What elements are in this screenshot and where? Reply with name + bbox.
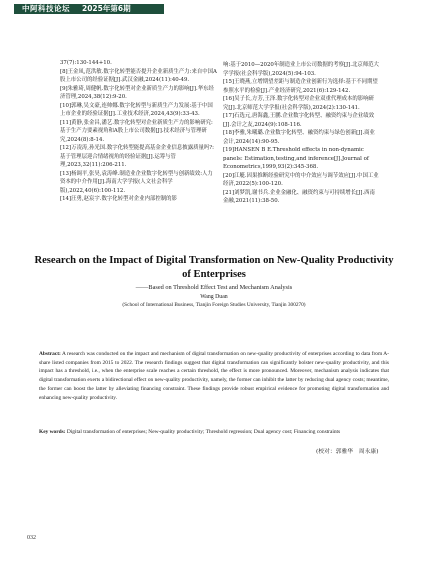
- keywords-text: Digital transformation of enterprises; New-quality productivity; Threshold regression; Dual agency cost; Financing constraints: [66, 429, 341, 435]
- reference-item: [21]刘梦凯,谢书兵.企业金融化、融资约束与可持续增长[J].西南金融,2021(11):38-50.: [223, 189, 375, 204]
- issue-number: 2025年第6期: [82, 4, 131, 13]
- reference-item: [13]杨调平,张昊,袁涛峰.制造业企业数字化转型与创新绩效:人力资本的中介作用[J].海南大学学报(人文社会科学版),2022,40(6):100-112.: [60, 170, 213, 194]
- author-name: Wang Duan: [200, 294, 228, 300]
- author-affiliation: (School of International Business, Tianjin Foreign Studies University, Tianjin 300270): [122, 302, 306, 308]
- reference-item: [18]李雅,朱曦璐.企业数字化转型、融资约束与绿色创新[J].商业会计,2024(14):90-95.: [223, 130, 375, 145]
- article-title: Research on the Impact of Digital Transformation on New-Quality Productivity of Enterprises: [34, 255, 394, 280]
- reference-item: [17]石选元,唐海鑫,王鹏.企业数字化转型、融资约束与企业绩效[J].会计之友,2024(9):108-116.: [223, 113, 374, 128]
- keywords-label: Key words:: [39, 429, 66, 435]
- reference-item: [16]吴子长,方芳,王泽.数字化转型对企业双重代理成本的影响研究[J].北京师范大学学报(社会科学版),2024(2):130-141.: [223, 96, 374, 111]
- reference-item: 响:基于2010—2020年制造业上市公司数据的考察[J].北京师范大学学报(社会科学版),2024(5):94-103.: [223, 62, 379, 77]
- reference-item: [12]万凌涛,孙光国.数字化转型能提高基金企业信息披露质量吗?:基于管理层迎合情绪视角的经验证据[J].运筹与管理,2023,32(11):206-211.: [60, 145, 214, 168]
- journal-header: [0, 0, 427, 17]
- reference-item: [9]朱雅琦,周健帆.数字化转型对企业新质生产力的影响[J].华东经济管理,2024,38(12):9-20.: [60, 85, 214, 100]
- abstract: [39, 350, 389, 402]
- abstract-label: Abstract:: [39, 351, 61, 357]
- references-left-column: [60, 59, 218, 204]
- reference-item: [11]黄静,张金昌,潘艺.数字化转型对企业新质生产力的影响研究:基于生产力要素视角和A股上市公司数据[J].技术经济与管理研究,2024(8):8-14.: [60, 119, 213, 143]
- references-right-column: [223, 61, 379, 206]
- reference-item: [20]江艇.因果推断经验研究中的中介效应与调节效应[J].中国工业经济,2022(5):100-120.: [223, 172, 379, 187]
- reference-item: [15]王晓燕,立增期望差距与制造企业创新行为选择:基于不同期望参照水平的检验[J].产业经济研究,2021(6):129-142.: [223, 79, 378, 94]
- article-subtitle: ——Based on Threshold Effect Test and Mechanism Analysis: [135, 284, 293, 291]
- proofreader-note: (校对：郭雅华 周永康): [316, 449, 379, 455]
- reference-item: [10]郭琳,吴文豪,连帅娜.数字化转型与新质生产力发展:基于中国上市企业的经验证据[J].工业技术经济,2024,43(9):33-43.: [60, 102, 213, 117]
- journal-name: 中阿科技论坛: [22, 4, 70, 13]
- keywords: [39, 428, 389, 437]
- english-title-block: [30, 254, 398, 309]
- reference-item: [8]王金凤,范洪敏.数字化转型能否提升企业新质生产力:来自中国A股上市公司的经验证据[J].武汉金融,2024(11):40-49.: [60, 68, 217, 83]
- abstract-text: A research was conducted on the impact and mechanism of digital transformation on new-quality productivity of enterprises according to data from A-share listed companies from 2015 to 2022. The research findings suggest that digital transformation can significantly bolster new-quality productivity, and this impact has a threshold, i.e., when the enterprise scale reaches a certain threshold, the effect is more pronounced. Moreover, mechanism analysis indicates that digital transformation exerts a bidirectional effect on new-quality productivity, namely, the former can inhibit the latter by reducing dual agency costs; meantime, the former can boost the latter by alleviating financing constraint. These findings provide robust empirical evidence for promoting digital transformation and enhancing new-quality productivity.: [39, 351, 389, 401]
- reference-item: [14]汪勇,赵宸宇.数字化转型对企业内部控制的影: [60, 196, 177, 202]
- reference-item: 37(7):130-144+10.: [60, 60, 112, 66]
- reference-item: [19]HANSEN B E.Threshold effects in non-dynamic panels: Estimation,testing,and inference[J].Journal of Econometrics,1999,93(2):345-368.: [223, 147, 369, 170]
- page-number: 032: [27, 535, 36, 541]
